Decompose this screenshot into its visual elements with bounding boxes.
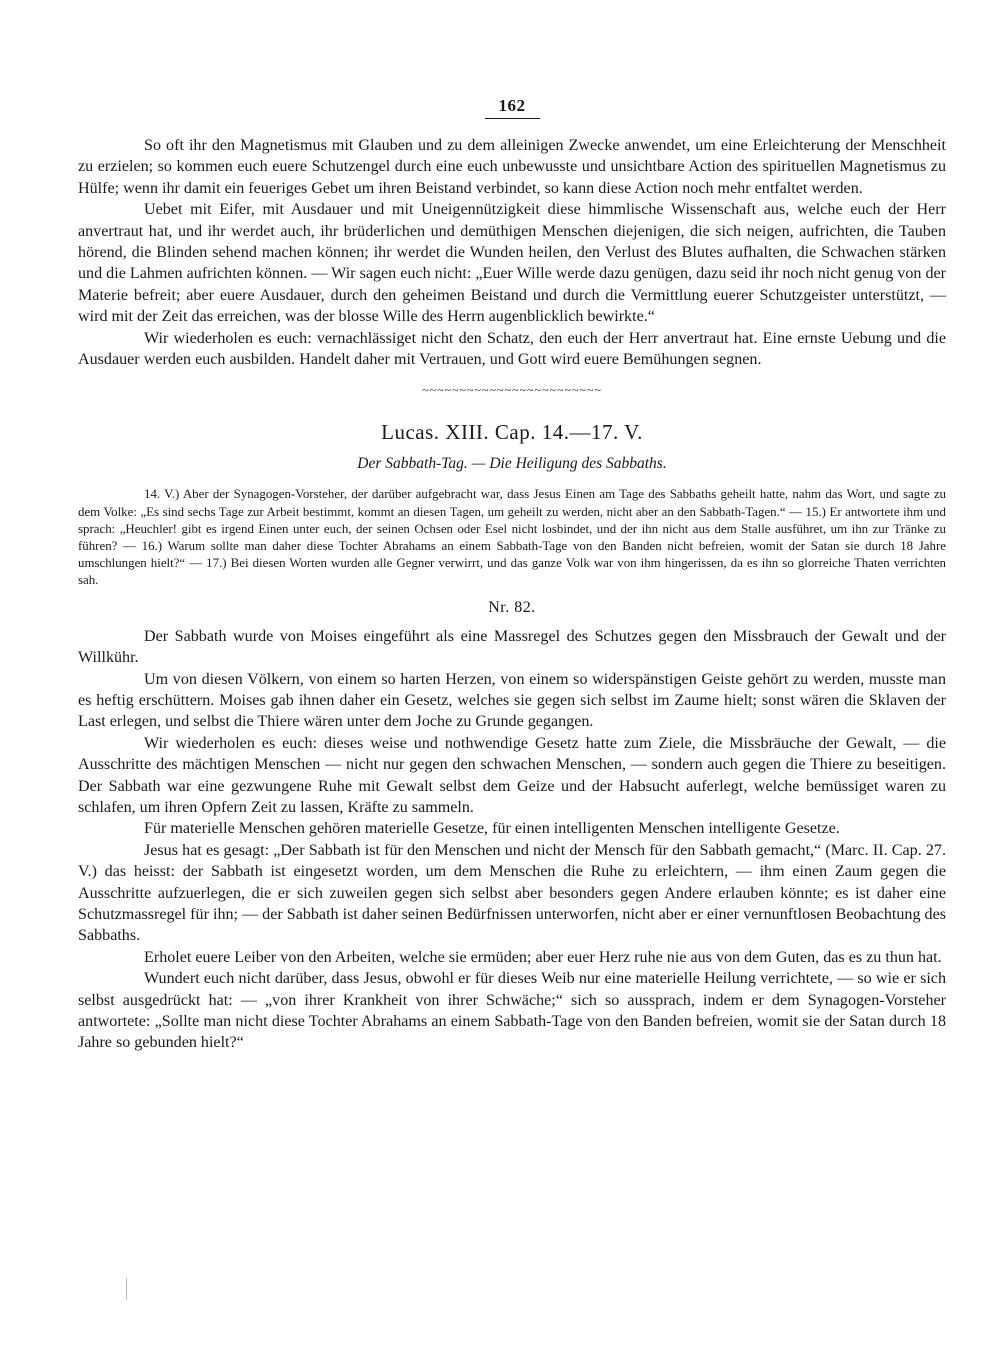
body-paragraph: Wir wiederholen es euch: dieses weise und nothwendige Gesetz hatte zum Ziele, die Missbräuche der Gewalt, — die Ausschritte des mächtigen Menschen — nicht nur gegen den schwachen Menschen, — sondern auch gegen die Thiere zu beseitigen. Der Sabbath war eine gezwungene Ruhe mit Gewalt selbst dem Geize und der Habsucht auferlegt, welche bemüssiget waren zu schlafen, um ihren Opfern Zeit zu lassen, Kräfte zu sammeln. [78, 734, 946, 816]
body-paragraph: Um von diesen Völkern, von einem so harten Herzen, von einem so widerspänstigen Geiste gehört zu werden, musste man es heftig erschüttern. Moises gab ihnen daher ein Gesetz, welches sie gegen sich selbst im Zaume hielt; sonst wären die Sklaven der Last erlegen, und selbst die Thiere wären unter dem Joche zu Grunde gegangen. [78, 670, 946, 731]
page-number-text: 162 [485, 96, 540, 119]
body-paragraph: Erholet euere Leiber von den Arbeiten, welche sie ermüden; aber euer Herz ruhe nie aus von dem Guten, das es zu thun hat. [144, 948, 942, 966]
body-paragraph: Jesus hat es gesagt: „Der Sabbath ist für den Menschen und nicht der Mensch für den Sabbath gemacht,“ (Marc. II. Cap. 27. V.) das heisst: der Sabbath ist eingesetzt worden, um dem Menschen die Ruhe zu erleichtern, — ihm einen Zaum gegen die Ausschritte aufzuerlegen, die er sich zuweilen gegen sich selbst aber besonders gegen Andere erlauben könnte; es ist daher eine Schutzmassregel für ihn; — der Sabbath ist daher seinen Bedürfnissen unterworfen, nicht aber er einer vernunftlosen Beobachtung des Sabbaths. [78, 841, 946, 945]
body-paragraph: Wundert euch nicht darüber, dass Jesus, obwohl er für dieses Weib nur eine materielle Heilung verrichtete, — so wie er sich selbst ausgedrückt hat: — „von ihrer Krankheit von ihrer Schwäche;“ sich so aussprach, indem er dem Synagogen-Vorsteher antwortete: „Sollte man nicht diese Tochter Abrahams an einem Sabbath-Tage von den Banden befreien, womit sie der Satan durch 18 Jahre so gebunden hielt?“ [78, 970, 946, 1052]
body-paragraph: Der Sabbath wurde von Moises eingeführt als eine Massregel des Schutzes gegen den Missbrauch der Gewalt und der Willkühr. [78, 627, 946, 667]
margin-mark [126, 1278, 127, 1300]
document-page [78, 96, 946, 1054]
body-paragraph: Uebet mit Eifer, mit Ausdauer und mit Uneigennützigkeit diese himmlische Wissenschaft aus, welche euch der Herr anvertraut hat, und ihr werdet auch, ihr brüderlichen und demüthigen Menschen diejenigen, die sich neigen, aufrichten, die Tauben hörend, die Blinden sehend machen können; ihr werdet die Wunden heilen, den Verlust des Blutes aufhalten, die Schwachen stärken und die Lahmen aufrichten können. — Wir sagen euch nicht: „Euer Wille werde dazu genügen, dazu seid ihr noch nicht genug von der Materie befreit; aber euere Ausdauer, durch den geheimen Beistand und durch die Vermittlung euerer Schutzgeister unterstützt, — wird mit der Zeit das erreichen, was der blosse Wille des Herrn augenblicklich bewirkte.“ [78, 201, 946, 326]
body-paragraph: Wir wiederholen es euch: vernachlässiget nicht den Schatz, den euch der Herr anvertraut hat. Eine ernste Uebung und die Ausdauer werden euch ausbilden. Handelt daher mit Vertrauen, und Gott wird euere Bemühungen segnen. [78, 329, 946, 369]
section-subtitle: Der Sabbath-Tag. — Die Heiligung des Sabbaths. [357, 455, 667, 473]
body-paragraph: Für materielle Menschen gehören materielle Gesetze, für einen intelligenten Menschen intelligente Gesetze. [144, 820, 840, 838]
section-divider-ornament: ~~~~~~~~~~~~~~~~~~~~~~~~ [422, 383, 602, 398]
number-heading: Nr. 82. [488, 598, 536, 616]
scripture-quote: 14. V.) Aber der Synagogen-Vorsteher, der darüber aufgebracht war, dass Jesus Einen am Tage des Sabbaths geheilt hatte, nahm das Wort, und sagte zu dem Volke: „Es sind sechs Tage zur Arbeit bestimmt, kommt an diesen Tagen, um geheilt zu werden, nicht aber an den Sabbath-Tagen.“ — 15.) Er antwortete ihm und sprach: „Heuchler! gibt es irgend Einen unter euch, der seinen Ochsen oder Esel nicht losbindet, und der ihn nicht aus dem Stalle ausführet, um ihn zur Tränke zu führen? — 16.) Warum sollte man daher diese Tochter Abrahams an einem Sabbath-Tage von den Banden nicht befreien, womit der Satan sie durch 18 Jahre umschlungen hielt?“ — 17.) Bei diesen Worten wurden alle Gegner verwirrt, und das ganze Volk war von ihm hingerissen, da es ihn so glorreiche Thaten verrichten sah. [78, 487, 946, 588]
body-paragraph: So oft ihr den Magnetismus mit Glauben und zu dem alleinigen Zwecke anwendet, um eine Erleichterung der Menschheit zu erzielen; so kommen euch euere Schutzengel durch eine euch unbewusste und unsichtbare Action des spirituellen Magnetismus zu Hülfe; wenn ihr damit ein feueriges Gebet um ihren Beistand verbindet, so kann diese Action noch mehr entfaltet werden. [78, 137, 946, 197]
page-number [78, 96, 946, 119]
section-title: Lucas. XIII. Cap. 14.—17. V. [381, 420, 643, 445]
